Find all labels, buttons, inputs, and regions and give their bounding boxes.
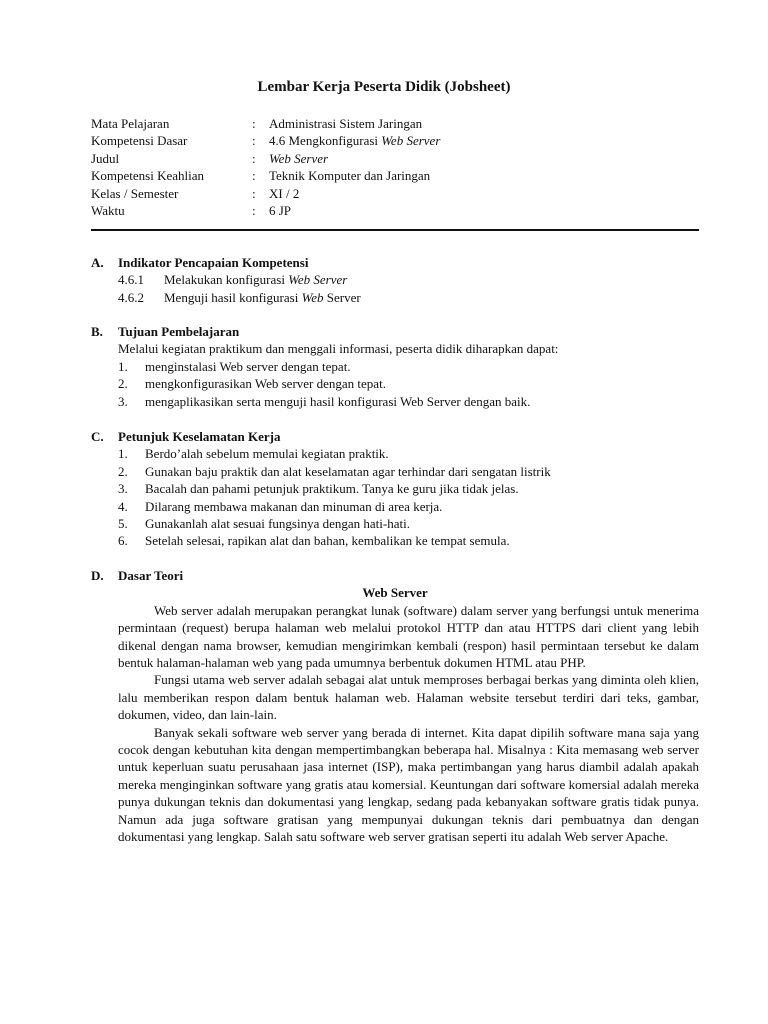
list-item <box>91 358 699 375</box>
theory-paragraph: Fungsi utama web server adalah sebagai alat untuk memproses berbagai berkas yang diminta oleh klien, lalu memberikan respon dalam bentuk halaman web. Halaman website tersebut terdiri dari teks, gambar, dokumen, video, dan lain-lain. <box>118 672 699 723</box>
info-value-emphasis: Web Server <box>269 150 329 166</box>
info-label: Judul <box>91 150 120 166</box>
header-divider <box>91 229 699 231</box>
section-title: Petunjuk Keselamatan Kerja <box>118 429 281 444</box>
info-colon: : <box>252 185 256 201</box>
indicator-item <box>91 289 699 306</box>
section-b <box>91 323 699 410</box>
info-value: 6 JP <box>269 202 292 218</box>
section-heading <box>91 567 699 584</box>
list-item <box>91 515 699 532</box>
info-label: Waktu <box>91 202 125 218</box>
section-a <box>91 254 699 306</box>
list-number: 1. <box>118 446 128 462</box>
section-title: Tujuan Pembelajaran <box>118 324 240 339</box>
list-text: Dilarang membawa makanan dan minuman di area kerja. <box>145 498 443 514</box>
info-colon: : <box>252 150 256 166</box>
section-heading <box>91 323 699 340</box>
info-label: Kelas / Semester <box>91 185 179 201</box>
list-item <box>91 393 699 410</box>
section-letter: D. <box>91 568 104 583</box>
list-text: mengaplikasikan serta menguji hasil konfigurasi Web Server dengan baik. <box>145 393 531 409</box>
info-label: Kompetensi Dasar <box>91 133 188 149</box>
section-title: Dasar Teori <box>118 568 184 583</box>
info-value <box>269 132 440 149</box>
list-item <box>91 463 699 480</box>
list-text: Gunakanlah alat sesuai fungsinya dengan hati-hati. <box>145 515 410 531</box>
info-row-kompetensi-dasar <box>91 132 711 149</box>
info-colon: : <box>252 202 256 218</box>
list-number: 3. <box>118 393 128 409</box>
section-letter: B. <box>91 324 103 339</box>
info-label: Mata Pelajaran <box>91 116 170 131</box>
section-title: Indikator Pencapaian Kompetensi <box>118 255 309 270</box>
list-item <box>91 498 699 515</box>
section-intro: Melalui kegiatan praktikum dan menggali informasi, peserta didik diharapkan dapat: <box>118 341 559 357</box>
info-value <box>269 150 328 167</box>
indicator-number: 4.6.2 <box>118 289 144 305</box>
indicator-text <box>164 271 347 288</box>
info-row-waktu <box>91 202 711 219</box>
document-title: Lembar Kerja Peserta Didik (Jobsheet) <box>257 79 511 95</box>
info-value-emphasis: Web Server <box>381 133 441 149</box>
list-number: 6. <box>118 533 128 549</box>
list-item <box>91 445 699 462</box>
list-number: 5. <box>118 515 128 531</box>
info-value-text: 4.6 Mengkonfigurasi <box>269 133 382 149</box>
theory-paragraph: Web server adalah merupakan perangkat lunak (software) dalam server yang berfungsi untuk menerima permintaan (request) berupa halaman web melalui protokol HTTP dan atau HTTPS dari client yang lebih dikenal dengan nama browser, kemudian mengirimkan kembali (respon) hasil permintaan tersebut ke dalam bentuk halaman-halaman web yang pada umumnya berbentuk dokumen HTML atau PHP. <box>118 602 699 671</box>
list-number: 2. <box>118 463 128 479</box>
info-block <box>91 115 711 219</box>
info-colon: : <box>252 133 256 149</box>
info-label: Kompetensi Keahlian <box>91 168 204 184</box>
list-item <box>91 375 699 392</box>
info-row-mata-pelajaran <box>91 115 711 132</box>
indicator-text-emphasis: Web <box>301 289 324 305</box>
info-row-kompetensi-keahlian <box>91 167 711 184</box>
indicator-text-emphasis: Web Server <box>288 272 348 288</box>
section-letter: A. <box>91 255 104 270</box>
info-row-kelas-semester <box>91 185 711 202</box>
indicator-text-main: Melakukan konfigurasi <box>164 272 289 288</box>
list-text: menginstalasi Web server dengan tepat. <box>145 358 351 374</box>
indicator-number: 4.6.1 <box>118 272 144 288</box>
section-heading <box>91 254 699 271</box>
indicator-text-main: Menguji hasil konfigurasi <box>164 289 302 305</box>
list-number: 3. <box>118 481 128 497</box>
list-text: Bacalah dan pahami petunjuk praktikum. Tanya ke guru jika tidak jelas. <box>145 481 519 497</box>
list-item <box>91 480 699 497</box>
list-item <box>91 532 699 549</box>
info-value: Administrasi Sistem Jaringan <box>269 116 423 131</box>
info-value: Teknik Komputer dan Jaringan <box>269 168 431 184</box>
list-number: 4. <box>118 498 128 514</box>
section-letter: C. <box>91 429 104 444</box>
indicator-item <box>91 271 699 288</box>
list-text: mengkonfigurasikan Web server dengan tepat. <box>145 376 386 392</box>
list-text: Setelah selesai, rapikan alat dan bahan, kembalikan ke tempat semula. <box>145 533 510 549</box>
section-c <box>91 428 699 550</box>
indicator-text-tail: Server <box>323 289 361 305</box>
info-colon: : <box>252 116 256 131</box>
theory-paragraph: Banyak sekali software web server yang berada di internet. Kita dapat dipilih software mana saja yang cocok dengan kebutuhan kita dengan mempertimbangkan beberapa hal. Misalnya : Kita memasang web server untuk keperluan suatu perusahaan jasa internet (ISP), maka pertimbangan yang harus diambil adalah apakah mereka menginginkan software yang gratis atau komersial. Keuntungan dari software komersial adalah mereka punya dukungan teknis dan dokumentasi yang lengkap, sedang pada kebanyakan software gratis tidak punya. Namun ada juga software gratisan yang mempunyai dukungan teknis dari pembuatnya dan dengan dokumentasi yang lengkap. Salah satu software web server gratisan seperti itu adalah Web server Apache. <box>118 724 699 845</box>
info-value: XI / 2 <box>269 185 300 201</box>
list-number: 2. <box>118 376 128 392</box>
section-d <box>91 567 699 845</box>
info-row-judul <box>91 150 711 167</box>
indicator-text <box>164 289 361 306</box>
info-colon: : <box>252 168 256 184</box>
list-text: Berdo’alah sebelum memulai kegiatan praktik. <box>145 446 389 462</box>
list-number: 1. <box>118 358 128 374</box>
theory-subtitle: Web Server <box>362 585 428 601</box>
list-text: Gunakan baju praktik dan alat keselamatan agar terhindar dari sengatan listrik <box>145 463 551 479</box>
section-heading <box>91 428 699 445</box>
